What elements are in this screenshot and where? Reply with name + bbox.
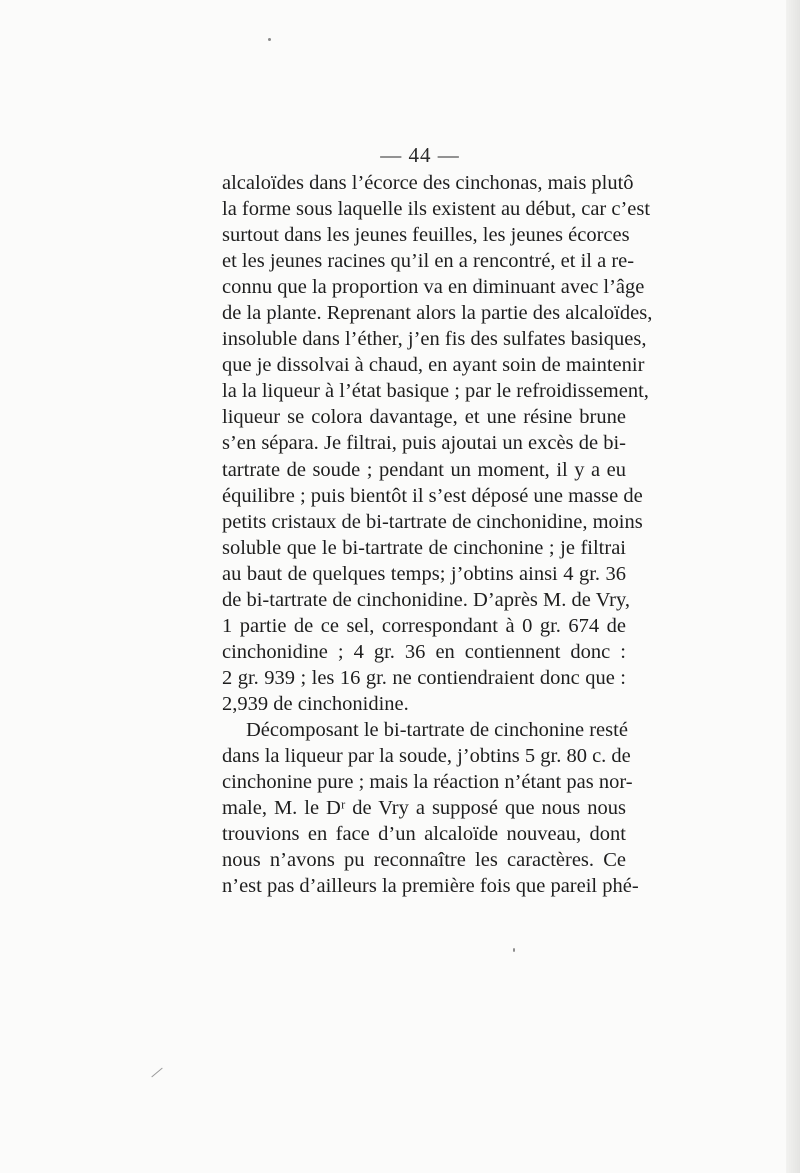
page-number: — 44 —	[380, 143, 460, 167]
text-line: Décomposant le bi-tartrate de cinchonine resté	[246, 718, 628, 741]
text-line: de bi-tartrate de cinchonidine. D’après M. de Vry,	[222, 588, 631, 611]
text-line: cinchonine pure ; mais la réaction n’étant pas nor-	[222, 771, 633, 794]
text-line: connu que la proportion va en diminuant avec l’âge	[222, 276, 645, 299]
text-line: la forme sous laquelle ils existent au début, car c’est	[222, 198, 651, 221]
text-line: la la liqueur à l’état basique ; par le refroidissement,	[222, 380, 649, 403]
page-edge-shadow	[786, 0, 800, 1173]
text-line: alcaloïdes dans l’écorce des cinchonas, mais plutô	[222, 172, 634, 194]
dust-speck	[268, 38, 271, 41]
text-line: et les jeunes racines qu’il en a rencontré, et il a re-	[222, 250, 635, 273]
text-line: tartrate de soude ; pendant un moment, il y a eu	[222, 458, 626, 481]
text-line: de la plante. Reprenant alors la partie des alcaloïdes,	[222, 302, 653, 325]
text-line: nous n’avons pu reconnaître les caractères. Ce	[222, 849, 626, 872]
dust-speck	[513, 948, 515, 952]
text-line: trouvions en face d’un alcaloïde nouveau, dont	[222, 823, 626, 846]
text-line: male, M. le Dʳ de Vry a supposé que nous nous	[222, 797, 626, 820]
text-line: s’en sépara. Je filtrai, puis ajoutai un excès de bi-	[222, 432, 626, 455]
text-line: que je dissolvai à chaud, en ayant soin de maintenir	[222, 354, 645, 377]
text-line: liqueur se colora davantage, et une résine brune	[222, 406, 626, 429]
text-line: 2 gr. 939 ; les 16 gr. ne contiendraient donc que :	[222, 666, 626, 689]
text-line: n’est pas d’ailleurs la première fois que pareil phé-	[222, 875, 639, 898]
text-line: dans la liqueur par la soude, j’obtins 5 gr. 80 c. de	[222, 745, 631, 768]
text-line: au baut de quelques temps; j’obtins ainsi 4 gr. 36	[222, 562, 626, 585]
body-text	[222, 170, 653, 899]
text-line: petits cristaux de bi-tartrate de cinchonidine, moins	[222, 510, 643, 533]
text-line: insoluble dans l’éther, j’en fis des sulfates basiques,	[222, 328, 647, 351]
text-line: équilibre ; puis bientôt il s’est déposé une masse de	[222, 484, 643, 507]
paper-scratch	[151, 1068, 162, 1078]
text-line: soluble que le bi-tartrate de cinchonine ; je filtrai	[222, 536, 626, 559]
text-line: surtout dans les jeunes feuilles, les jeunes écorces	[222, 224, 630, 247]
text-line: cinchonidine ; 4 gr. 36 en contiennent donc :	[222, 640, 626, 663]
text-line: 2,939 de cinchonidine.	[222, 692, 409, 715]
text-line: 1 partie de ce sel, correspondant à 0 gr. 674 de	[222, 614, 626, 637]
